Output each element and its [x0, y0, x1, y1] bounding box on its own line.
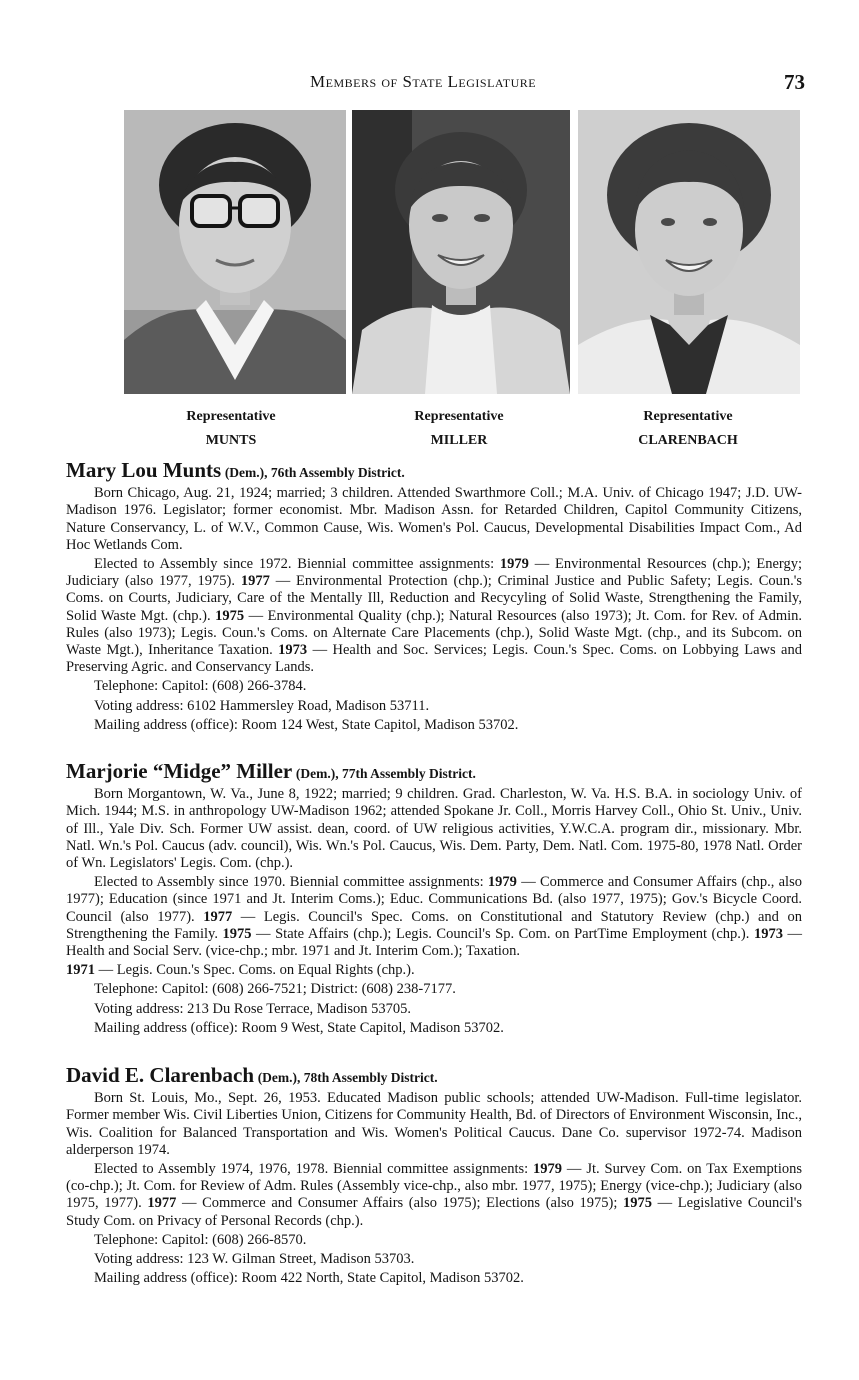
biography-paragraph: Born Morgantown, W. Va., June 8, 1922; married; 9 children. Grad. Charleston, W. Va. H.S. B.A. in sociology Univ. of Mich. 1944; M.S. in anthropology UW-Madison 1962; attended Spokane Jr. Coll., Morris Harvey Coll., Ohio St. Univ., Univ. of Ill., Yale Div. Sch. Former UW assist. dean, coord. of UW religious activities, Y.W.C.A. program dir., missionary. Mbr. Natl. Wn.'s Pol. Caucus (adv. council), Wis. Wn.'s Pol. Caucus, Wis. Dem. Party, Dem. Natl. Com. 1975-80, 1978 Natl. Order of Wn. Legislators' Legis. Com. (chp.). [66, 786, 802, 872]
member-name: Marjorie “Midge” Miller [66, 759, 293, 783]
member-party: (Dem.) [257, 1070, 298, 1085]
telephone: Telephone: Capitol: (608) 266-3784. [94, 678, 307, 695]
member-heading [66, 759, 802, 783]
member-name: David E. Clarenbach [66, 1063, 255, 1087]
member-heading [66, 458, 802, 482]
mailing-address: Mailing address (office): Room 422 North, State Capitol, Madison 53702. [94, 1270, 524, 1287]
caption-munts [120, 405, 342, 453]
caption-title: Representative [643, 409, 733, 424]
voting-address: Voting address: 6102 Hammersley Road, Madison 53711. [94, 697, 430, 714]
committee-paragraph: Elected to Assembly since 1970. Biennial committee assignments: 1979 — Commerce and Consumer Affairs (chp., also 1977); Education (since 1971 and Jt. Interim Coms.); Educ. Communications Bd. (also 1977, 1975); Gov.'s Bicycle Coord. Council (also 1977). 1977 — Legis. Council's Spec. Coms. on Constitutional and Statutory Review (chp.) and on Strengthening the Family. 1975 — State Affairs (chp.); Legis. Council's Sp. Com. on PartTime Employment (chp.). 1973 — Health and Social Serv. (vice-chp.; mbr. 1971 and Jt. Interim Com.); Taxation. [66, 874, 802, 960]
caption-surname: CLARENBACH [638, 433, 738, 448]
committee-paragraph: Elected to Assembly since 1972. Biennial committee assignments: 1979 — Environmental Resources (chp.); Energy; Judiciary (also 1977, 1975). 1977 — Environmental Protection (chp.); Criminal Justice and Public Safety; Legis. Coun.'s Coms. on Courts, Judiciary, Care of the Mentally Ill, Reduction and Recycyling of Solid Waste, Strengthening the Family, Solid Waste Mgt. (chp.). 1975 — Environmental Quality (chp.); Natural Resources (also 1973); Jt. Com. for Rev. of Admin. Rules (also 1973); Legis. Coun.'s Coms. on Alternate Care Placements (chp.), Solid Waste Mgt. (chp., and its Subcom. on Waste Mgt.), Inheritance Taxation. 1973 — Health and Soc. Services; Legis. Coun.'s Spec. Coms. on Lobbying Laws and Preserving Agric. and Conservancy Lands. [66, 556, 802, 676]
caption-title: Representative [414, 409, 504, 424]
mailing-address: Mailing address (office): Room 124 West, State Capitol, Madison 53702. [94, 716, 519, 733]
committee-paragraph: Elected to Assembly 1974, 1976, 1978. Biennial committee assignments: 1979 — Jt. Survey Com. on Tax Exemptions (co-chp.); Jt. Com. for Review of Adm. Rules (Assembly vice-chp., also mbr. 1977, 1975); Energy (vice-chp.); Judiciary (also 1975, 1977). 1977 — Commerce and Consumer Affairs (also 1975); Elections (also 1975); 1975 — Legislative Council's Study Com. on Privacy of Personal Records (chp.). [66, 1161, 802, 1229]
page-header [0, 70, 859, 100]
caption-surname: MILLER [430, 433, 488, 448]
portrait-munts [124, 110, 346, 394]
biography-miller [66, 759, 802, 1039]
member-party: (Dem.) [295, 766, 336, 781]
member-heading [66, 1063, 802, 1087]
caption-miller [348, 405, 570, 453]
member-district: , 77th Assembly District. [335, 766, 476, 781]
member-district: , 78th Assembly District. [297, 1070, 438, 1085]
voting-address: Voting address: 213 Du Rose Terrace, Madison 53705. [94, 1000, 412, 1017]
biography-munts [66, 458, 802, 736]
member-district: , 76th Assembly District. [264, 465, 405, 480]
member-name: Mary Lou Munts [66, 458, 222, 482]
mailing-address: Mailing address (office): Room 9 West, State Capitol, Madison 53702. [94, 1019, 504, 1036]
caption-title: Representative [186, 409, 276, 424]
biography-paragraph: Born St. Louis, Mo., Sept. 26, 1953. Educated Madison public schools; attended UW-Madison. Full-time legislator. Former member Wis. Civil Liberties Union, Citizens for Community Health, Bd. of Directors of Environment Wisconsin, Inc., Wis. Coalition for Balanced Transportation and Wis. Women's Political Caucus. Dane Co. supervisor 1972-74. Madison alderperson 1974. [66, 1090, 802, 1158]
telephone: Telephone: Capitol: (608) 266-7521; District: (608) 238-7177. [94, 981, 456, 998]
caption-surname: MUNTS [205, 433, 257, 448]
committee-paragraph-extra: 1971 — Legis. Coun.'s Spec. Coms. on Equal Rights (chp.). [66, 962, 415, 979]
voting-address: Voting address: 123 W. Gilman Street, Madison 53703. [94, 1251, 415, 1268]
page-number: 73 [784, 70, 805, 94]
caption-clarenbach [577, 405, 799, 453]
member-party: (Dem.) [224, 465, 265, 480]
running-title: Members of State Legislature [310, 72, 537, 91]
biography-clarenbach [66, 1063, 802, 1289]
biography-paragraph: Born Chicago, Aug. 21, 1924; married; 3 children. Attended Swarthmore Coll.; M.A. Univ. of Chicago 1947; J.D. UW-Madison 1976. Legislator; former economist. Mbr. Madison Assn. for Retarded Children, Capitol Community Citizens, Nature Conservancy, L. of W.V., Common Cause, Wis. Women's Pol. Caucus, Developmental Disabilities Impact Com., Ad Hoc Wetlands Com. [66, 485, 802, 553]
portrait-miller [352, 110, 570, 394]
telephone: Telephone: Capitol: (608) 266-8570. [94, 1231, 307, 1248]
portrait-clarenbach [578, 110, 800, 394]
